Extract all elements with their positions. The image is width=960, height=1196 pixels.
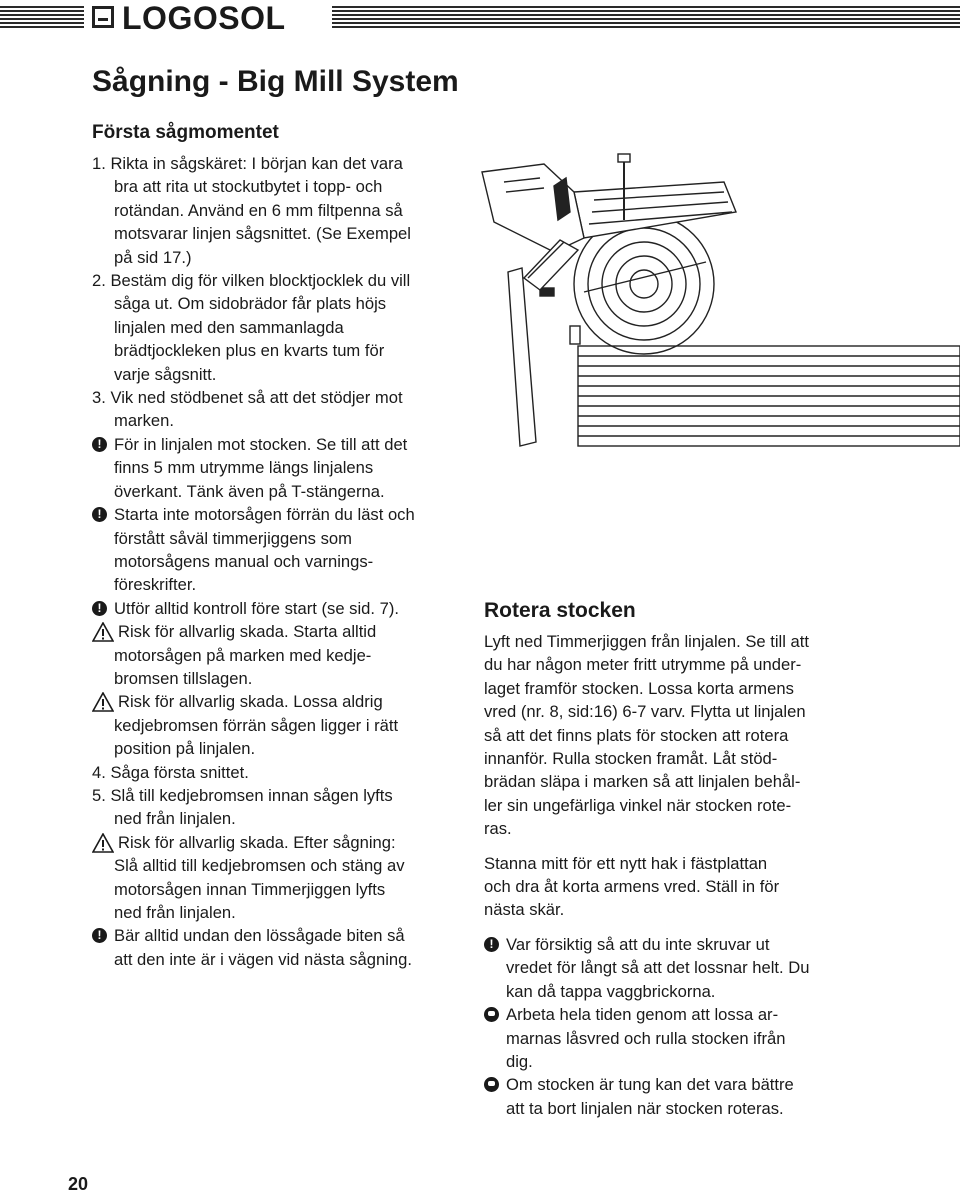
- warning-line: Risk för allvarlig skada. Starta alltid: [118, 622, 377, 642]
- exclamation-icon: [92, 601, 107, 616]
- paragraph-line: så att det finns plats för stocken att rotera: [484, 725, 789, 745]
- note-line: Starta inte motorsågen förrän du läst och: [114, 505, 415, 525]
- exclamation-icon: [92, 507, 107, 522]
- warning-item: [92, 690, 467, 713]
- warning-line: position på linjalen.: [114, 739, 256, 759]
- warning-triangle-icon: [92, 833, 114, 853]
- exclamation-icon: [484, 937, 499, 952]
- paragraph-line: brädan släpa i marken så att linjalen behål-: [484, 772, 801, 792]
- header-rule-left: [0, 6, 84, 30]
- tip-line: Arbeta hela tiden genom att lossa ar-: [506, 1005, 779, 1025]
- warning-line: bromsen tillslagen.: [114, 668, 253, 688]
- note-line: kan då tappa vaggbrickorna.: [506, 981, 716, 1001]
- note-line: motorsågens manual och varnings-: [114, 551, 374, 571]
- step-1-line: motsvarar linjen sågsnittet. (Se Exempel: [114, 224, 411, 244]
- tip-line: marnas låsvred och rulla stocken ifrån: [506, 1028, 786, 1048]
- paragraph-line: ler sin ungefärliga vinkel när stocken rote-: [484, 795, 792, 815]
- step-2-line: varje sågsnitt.: [114, 364, 217, 384]
- paragraph-line: du har någon meter fritt utrymme på under-: [484, 655, 802, 675]
- step-3-line: marken.: [114, 411, 174, 431]
- hand-pointer-icon: [484, 1077, 499, 1092]
- note-line: föreskrifter.: [114, 575, 197, 595]
- warning-line: Risk för allvarlig skada. Lossa aldrig: [118, 692, 383, 712]
- step-5-line: ned från linjalen.: [114, 809, 236, 829]
- warning-item: [92, 620, 467, 643]
- note-item: [92, 597, 467, 620]
- step-1-line: på sid 17.): [114, 247, 192, 267]
- note-line: förstått såväl timmerjiggens som: [114, 528, 352, 548]
- step-2-line: linjalen med den sammanlagda: [114, 317, 344, 337]
- step-5-line: 5. Slå till kedjebromsen innan sågen lyfts: [92, 785, 393, 805]
- paragraph-line: laget framför stocken. Lossa korta armens: [484, 678, 794, 698]
- paragraph-line: Lyft ned Timmerjiggen från linjalen. Se till att: [484, 632, 809, 651]
- warning-line: motorsågen på marken med kedje-: [114, 645, 372, 665]
- warning-line: Risk för allvarlig skada. Efter sågning:: [118, 832, 396, 852]
- warning-line: kedjebromsen förrän sågen ligger i rätt: [114, 715, 399, 735]
- tip-line: dig.: [506, 1051, 533, 1071]
- paragraph-line: innanför. Rulla stocken framåt. Låt stöd-: [484, 749, 778, 769]
- note-item: [92, 503, 467, 526]
- note-line: överkant. Tänk även på T-stängerna.: [114, 481, 385, 501]
- exclamation-icon: [92, 928, 107, 943]
- tip-item: [484, 1003, 859, 1026]
- warning-item: [92, 831, 467, 854]
- warning-line: Slå alltid till kedjebromsen och stäng av: [114, 856, 405, 876]
- step-2-line: brädtjockleken plus en kvarts tum för: [114, 341, 385, 361]
- paragraph-line: ras.: [484, 819, 512, 839]
- section-heading-rotera-stocken: Rotera stocken: [484, 599, 636, 622]
- brand-logo: LOGOSOL: [122, 0, 286, 36]
- step-1-line: 1. Rikta in sågskäret: I början kan det vara: [92, 154, 403, 173]
- left-column-text: [92, 152, 467, 971]
- section-heading-forsta-sagmomentet: Första sågmomentet: [92, 122, 279, 143]
- warning-triangle-icon: [92, 622, 114, 642]
- paragraph-line: och dra åt korta armens vred. Ställ in för: [484, 877, 780, 897]
- paragraph-line: Stanna mitt för ett nytt hak i fästplattan: [484, 853, 768, 873]
- tip-item: [484, 1073, 859, 1096]
- exclamation-icon: [92, 437, 107, 452]
- logo-icon: [92, 6, 114, 28]
- warning-line: motorsågen innan Timmerjiggen lyfts: [114, 879, 386, 899]
- paragraph-line: vred (nr. 8, sid:16) 6-7 varv. Flytta ut linjalen: [484, 702, 806, 722]
- page-title: Sågning - Big Mill System: [92, 65, 459, 98]
- right-column-text: [484, 630, 859, 1120]
- step-2-line: såga ut. Om sidobrädor får plats höjs: [114, 294, 387, 314]
- note-line: vredet för långt så att det lossnar helt. Du: [506, 958, 810, 978]
- header-rule-right: [332, 6, 960, 30]
- note-line: att den inte är i vägen vid nästa sågning.: [114, 949, 412, 969]
- note-item: [92, 924, 467, 947]
- note-line: Utför alltid kontroll före start (se sid. 7).: [114, 598, 399, 618]
- step-4-line: 4. Såga första snittet.: [92, 762, 249, 782]
- step-2-line: 2. Bestäm dig för vilken blocktjocklek du vill: [92, 271, 411, 291]
- big-mill-illustration: [474, 142, 960, 462]
- note-line: finns 5 mm utrymme längs linjalens: [114, 458, 374, 478]
- warning-line: ned från linjalen.: [114, 903, 236, 922]
- tip-line: Om stocken är tung kan det vara bättre: [506, 1075, 794, 1095]
- step-1-line: bra att rita ut stockutbytet i topp- och: [114, 177, 383, 197]
- tip-line: att ta bort linjalen när stocken roteras.: [506, 1098, 784, 1118]
- note-line: Var försiktig så att du inte skruvar ut: [506, 934, 770, 954]
- step-1-line: rotändan. Använd en 6 mm filtpenna så: [114, 200, 403, 220]
- note-line: För in linjalen mot stocken. Se till att det: [114, 434, 408, 454]
- page-number: 20: [68, 1174, 89, 1194]
- note-line: Bär alltid undan den lössågade biten så: [114, 926, 405, 946]
- paragraph-line: nästa skär.: [484, 900, 565, 920]
- step-3-line: 3. Vik ned stödbenet så att det stödjer mot: [92, 388, 403, 408]
- hand-pointer-icon: [484, 1007, 499, 1022]
- note-item: [484, 933, 859, 956]
- note-item: [92, 433, 467, 456]
- warning-triangle-icon: [92, 692, 114, 712]
